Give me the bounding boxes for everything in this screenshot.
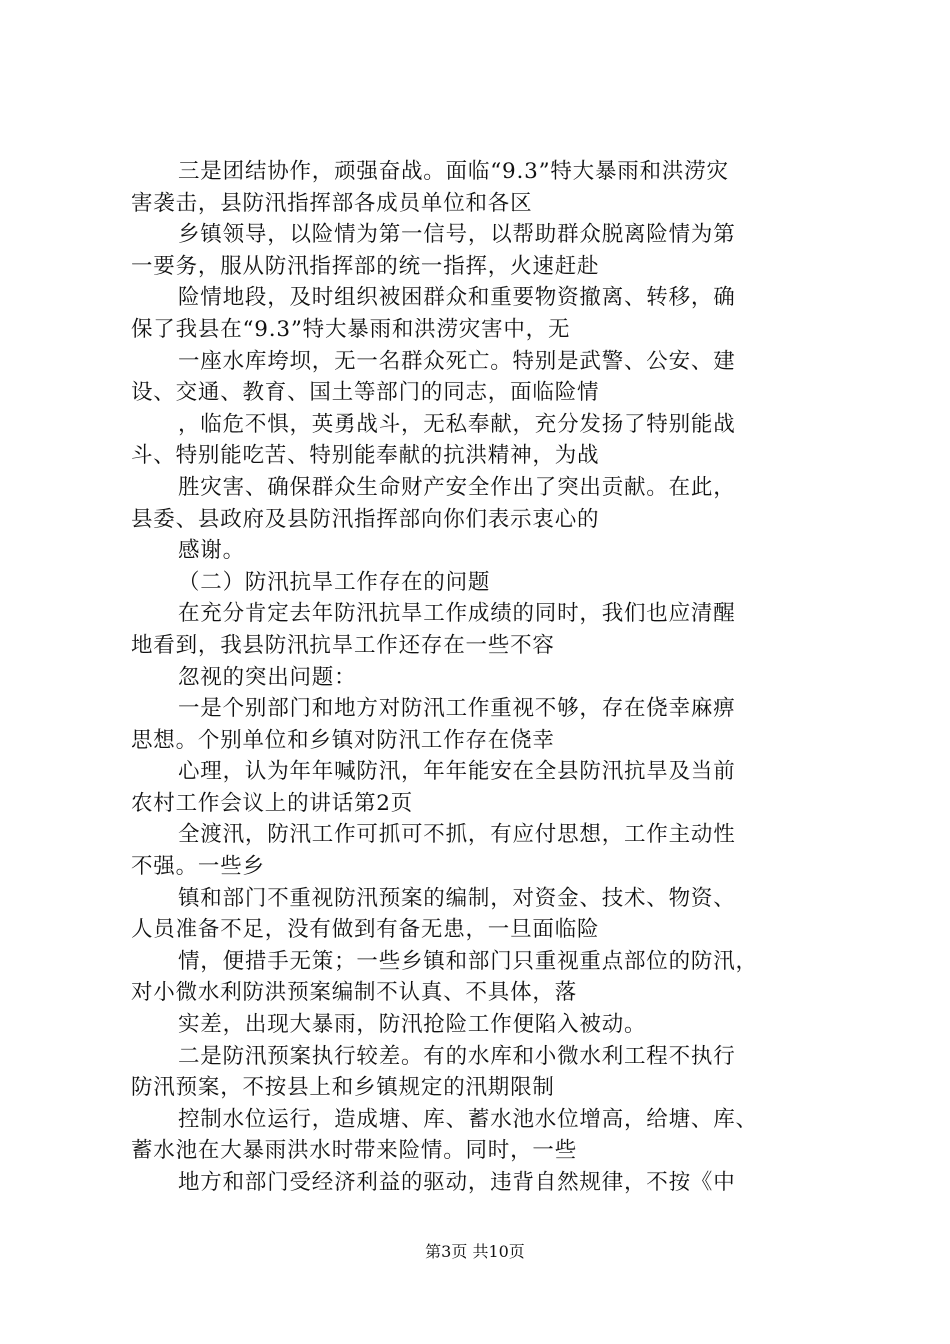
text-line: 对小微水利防洪预案编制不认真、不具体，落 xyxy=(131,980,578,1006)
document-body xyxy=(131,156,831,1199)
text-line: 全渡汛，防汛工作可抓可不抓，有应付思想，工作主动性 xyxy=(178,822,736,848)
text-line: 三是团结协作，顽强奋战。面临“9.3”特大暴雨和洪涝灾 xyxy=(178,159,729,184)
text-line: 镇和部门不重视防汛预案的编制，对资金、技术、物资、 xyxy=(178,885,736,911)
text-line: 县委、县政府及县防汛指挥部向你们表示衷心的 xyxy=(131,506,600,532)
text-line: 一要务，服从防汛指挥部的统一指挥，火速赶赴 xyxy=(131,253,600,279)
text-line: 地方和部门受经济利益的驱动，违背自然规律，不按《中 xyxy=(178,1170,736,1195)
text-line: 农村工作会议上的讲话第2页 xyxy=(131,790,414,816)
page-footer: 第3页 共10页 xyxy=(425,1242,525,1261)
text-line: 保了我县在“9.3”特大暴雨和洪涝灾害中，无 xyxy=(131,316,571,342)
text-line: 在充分肯定去年防汛抗旱工作成绩的同时，我们也应清醒 xyxy=(178,601,736,627)
text-line: 一是个别部门和地方对防汛工作重视不够，存在侥幸麻痹 xyxy=(178,696,736,722)
text-line: 情，便措手无策；一些乡镇和部门只重视重点部位的防汛， xyxy=(178,948,758,974)
text-line: 不强。一些乡 xyxy=(131,854,265,880)
text-line: 二是防汛预案执行较差。有的水库和小微水利工程不执行 xyxy=(178,1043,736,1069)
text-line: 地看到，我县防汛抗旱工作还存在一些不容 xyxy=(131,632,555,658)
text-line: 人员准备不足，没有做到有备无患，一旦面临险 xyxy=(131,917,600,943)
text-line: 设、交通、教育、国土等部门的同志，面临险情 xyxy=(131,380,600,406)
text-line: 险情地段，及时组织被困群众和重要物资撤离、转移，确 xyxy=(178,285,736,311)
text-line: 蓄水池在大暴雨洪水时带来险情。同时，一些 xyxy=(131,1138,578,1164)
text-line: 防汛预案，不按县上和乡镇规定的汛期限制 xyxy=(131,1075,555,1101)
text-line: 感谢。 xyxy=(178,538,245,564)
text-line: 斗、特别能吃苦、特别能奉献的抗洪精神，为战 xyxy=(131,443,600,469)
text-line: 控制水位运行，造成塘、库、蓄水池水位增高，给塘、库、 xyxy=(178,1106,758,1132)
text-line: 一座水库垮坝，无一名群众死亡。特别是武警、公安、建 xyxy=(178,348,736,374)
text-line: 乡镇领导，以险情为第一信号，以帮助群众脱离险情为第 xyxy=(178,222,736,248)
text-line: 心理，认为年年喊防汛，年年能安在全县防汛抗旱及当前 xyxy=(178,759,736,785)
text-line: 害袭击，县防汛指挥部各成员单位和各区 xyxy=(131,190,533,216)
text-line: 忽视的突出问题： xyxy=(178,664,357,690)
text-line: （二）防汛抗旱工作存在的问题 xyxy=(178,569,491,595)
text-line: 思想。个别单位和乡镇对防汛工作存在侥幸 xyxy=(131,727,555,753)
text-line: 胜灾害、确保群众生命财产安全作出了突出贡献。在此， xyxy=(178,474,736,500)
text-line: 实差，出现大暴雨，防汛抢险工作便陷入被动。 xyxy=(178,1012,647,1038)
text-line: ，临危不惧，英勇战斗，无私奉献，充分发扬了特别能战 xyxy=(178,411,736,437)
